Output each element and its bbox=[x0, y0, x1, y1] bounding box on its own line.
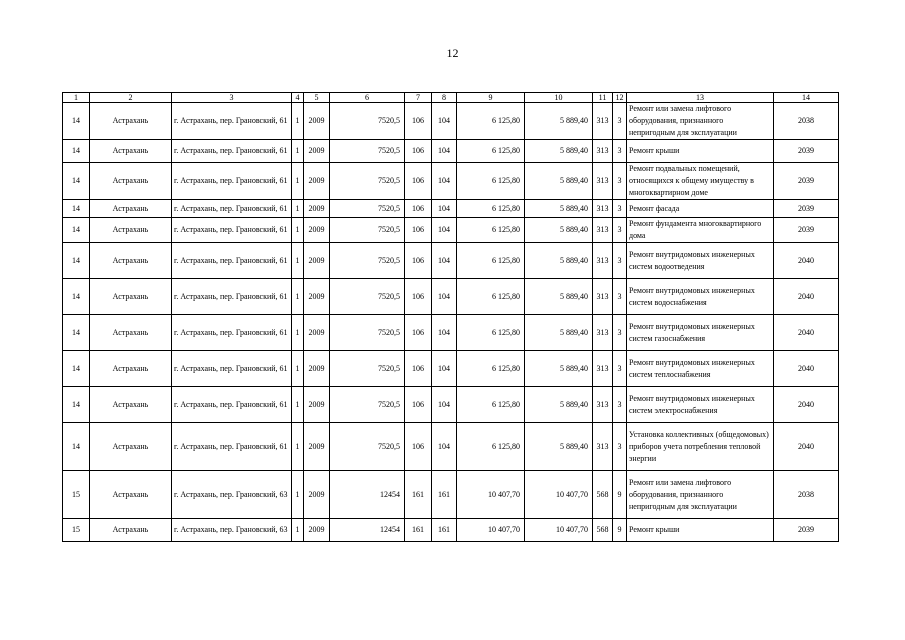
cell-c4: 1 bbox=[292, 218, 304, 243]
cell-c13: Ремонт внутридомовых инженерных систем теплоснабжения bbox=[627, 351, 774, 387]
cell-c9: 6 125,80 bbox=[457, 163, 525, 200]
cell-c11: 313 bbox=[593, 279, 613, 315]
cell-c13: Ремонт подвальных помещений, относящихся к общему имуществу в многоквартирном доме bbox=[627, 163, 774, 200]
cell-c8: 104 bbox=[432, 243, 457, 279]
cell-c10: 5 889,40 bbox=[525, 423, 593, 471]
cell-c3: г. Астрахань, пер. Грановский, 61 bbox=[172, 218, 292, 243]
cell-c8: 161 bbox=[432, 471, 457, 519]
cell-c9: 6 125,80 bbox=[457, 140, 525, 163]
cell-c10: 5 889,40 bbox=[525, 315, 593, 351]
cell-c1: 14 bbox=[63, 351, 90, 387]
cell-c4: 1 bbox=[292, 163, 304, 200]
cell-c3: г. Астрахань, пер. Грановский, 61 bbox=[172, 351, 292, 387]
cell-c8: 104 bbox=[432, 423, 457, 471]
table-row bbox=[63, 218, 839, 243]
cell-c5: 2009 bbox=[304, 218, 330, 243]
cell-c6: 12454 bbox=[330, 519, 405, 542]
cell-c11: 313 bbox=[593, 387, 613, 423]
capital-repair-table bbox=[62, 92, 839, 542]
cell-c1: 14 bbox=[63, 387, 90, 423]
cell-c8: 104 bbox=[432, 387, 457, 423]
cell-c4: 1 bbox=[292, 315, 304, 351]
cell-c14: 2040 bbox=[774, 423, 839, 471]
cell-c10: 5 889,40 bbox=[525, 103, 593, 140]
cell-c8: 104 bbox=[432, 315, 457, 351]
cell-c11: 568 bbox=[593, 471, 613, 519]
cell-c9: 6 125,80 bbox=[457, 351, 525, 387]
cell-c10: 5 889,40 bbox=[525, 140, 593, 163]
header-cell: 8 bbox=[432, 93, 457, 103]
cell-c2: Астрахань bbox=[90, 471, 172, 519]
cell-c7: 106 bbox=[405, 200, 432, 218]
cell-c12: 3 bbox=[613, 243, 627, 279]
cell-c11: 313 bbox=[593, 140, 613, 163]
cell-c13: Ремонт внутридомовых инженерных систем газоснабжения bbox=[627, 315, 774, 351]
cell-c1: 14 bbox=[63, 163, 90, 200]
header-cell: 7 bbox=[405, 93, 432, 103]
cell-c2: Астрахань bbox=[90, 315, 172, 351]
cell-c9: 6 125,80 bbox=[457, 103, 525, 140]
cell-c9: 6 125,80 bbox=[457, 387, 525, 423]
cell-c1: 14 bbox=[63, 279, 90, 315]
cell-c11: 313 bbox=[593, 163, 613, 200]
cell-c10: 10 407,70 bbox=[525, 519, 593, 542]
cell-c11: 313 bbox=[593, 423, 613, 471]
cell-c4: 1 bbox=[292, 387, 304, 423]
cell-c11: 313 bbox=[593, 351, 613, 387]
header-cell: 9 bbox=[457, 93, 525, 103]
cell-c1: 14 bbox=[63, 103, 90, 140]
cell-c1: 14 bbox=[63, 315, 90, 351]
cell-c9: 6 125,80 bbox=[457, 218, 525, 243]
cell-c2: Астрахань bbox=[90, 519, 172, 542]
cell-c13: Ремонт или замена лифтового оборудования, признанного непригодным для эксплуатации bbox=[627, 471, 774, 519]
cell-c1: 15 bbox=[63, 471, 90, 519]
cell-c2: Астрахань bbox=[90, 387, 172, 423]
cell-c13: Ремонт крыши bbox=[627, 519, 774, 542]
header-cell: 3 bbox=[172, 93, 292, 103]
cell-c5: 2009 bbox=[304, 351, 330, 387]
cell-c7: 161 bbox=[405, 471, 432, 519]
cell-c7: 106 bbox=[405, 315, 432, 351]
cell-c13: Ремонт внутридомовых инженерных систем водоотведения bbox=[627, 243, 774, 279]
table-row bbox=[63, 140, 839, 163]
cell-c9: 6 125,80 bbox=[457, 200, 525, 218]
cell-c12: 9 bbox=[613, 471, 627, 519]
table-body bbox=[63, 93, 839, 542]
cell-c5: 2009 bbox=[304, 243, 330, 279]
cell-c6: 7520,5 bbox=[330, 315, 405, 351]
cell-c2: Астрахань bbox=[90, 279, 172, 315]
cell-c3: г. Астрахань, пер. Грановский, 61 bbox=[172, 163, 292, 200]
cell-c3: г. Астрахань, пер. Грановский, 61 bbox=[172, 387, 292, 423]
cell-c14: 2038 bbox=[774, 103, 839, 140]
cell-c13: Ремонт внутридомовых инженерных систем электроснабжения bbox=[627, 387, 774, 423]
cell-c7: 106 bbox=[405, 387, 432, 423]
cell-c10: 5 889,40 bbox=[525, 279, 593, 315]
page-number: 12 bbox=[446, 46, 459, 60]
header-row bbox=[63, 93, 839, 103]
table-row bbox=[63, 200, 839, 218]
cell-c5: 2009 bbox=[304, 103, 330, 140]
cell-c8: 104 bbox=[432, 103, 457, 140]
cell-c3: г. Астрахань, пер. Грановский, 63 bbox=[172, 471, 292, 519]
cell-c2: Астрахань bbox=[90, 163, 172, 200]
cell-c12: 3 bbox=[613, 315, 627, 351]
cell-c3: г. Астрахань, пер. Грановский, 61 bbox=[172, 200, 292, 218]
cell-c2: Астрахань bbox=[90, 423, 172, 471]
cell-c5: 2009 bbox=[304, 471, 330, 519]
header-cell: 4 bbox=[292, 93, 304, 103]
cell-c12: 3 bbox=[613, 351, 627, 387]
cell-c11: 568 bbox=[593, 519, 613, 542]
cell-c14: 2040 bbox=[774, 351, 839, 387]
cell-c7: 106 bbox=[405, 279, 432, 315]
cell-c10: 5 889,40 bbox=[525, 243, 593, 279]
cell-c6: 12454 bbox=[330, 471, 405, 519]
cell-c8: 161 bbox=[432, 519, 457, 542]
cell-c3: г. Астрахань, пер. Грановский, 61 bbox=[172, 243, 292, 279]
cell-c6: 7520,5 bbox=[330, 423, 405, 471]
cell-c4: 1 bbox=[292, 103, 304, 140]
cell-c13: Ремонт или замена лифтового оборудования, признанного непригодным для эксплуатации bbox=[627, 103, 774, 140]
cell-c9: 10 407,70 bbox=[457, 471, 525, 519]
table-row bbox=[63, 423, 839, 471]
cell-c8: 104 bbox=[432, 163, 457, 200]
table-row bbox=[63, 243, 839, 279]
cell-c14: 2038 bbox=[774, 471, 839, 519]
cell-c8: 104 bbox=[432, 218, 457, 243]
cell-c5: 2009 bbox=[304, 279, 330, 315]
header-cell: 13 bbox=[627, 93, 774, 103]
cell-c2: Астрахань bbox=[90, 103, 172, 140]
table-row bbox=[63, 315, 839, 351]
cell-c10: 5 889,40 bbox=[525, 218, 593, 243]
cell-c5: 2009 bbox=[304, 387, 330, 423]
cell-c10: 5 889,40 bbox=[525, 387, 593, 423]
cell-c4: 1 bbox=[292, 279, 304, 315]
cell-c5: 2009 bbox=[304, 140, 330, 163]
cell-c12: 3 bbox=[613, 387, 627, 423]
cell-c12: 3 bbox=[613, 423, 627, 471]
cell-c8: 104 bbox=[432, 140, 457, 163]
cell-c7: 106 bbox=[405, 351, 432, 387]
cell-c8: 104 bbox=[432, 351, 457, 387]
cell-c11: 313 bbox=[593, 315, 613, 351]
cell-c7: 106 bbox=[405, 243, 432, 279]
cell-c3: г. Астрахань, пер. Грановский, 61 bbox=[172, 279, 292, 315]
header-cell: 2 bbox=[90, 93, 172, 103]
cell-c13: Ремонт внутридомовых инженерных систем водоснабжения bbox=[627, 279, 774, 315]
cell-c6: 7520,5 bbox=[330, 243, 405, 279]
table-row bbox=[63, 279, 839, 315]
cell-c14: 2039 bbox=[774, 200, 839, 218]
cell-c1: 14 bbox=[63, 423, 90, 471]
cell-c9: 6 125,80 bbox=[457, 315, 525, 351]
cell-c6: 7520,5 bbox=[330, 218, 405, 243]
header-cell: 12 bbox=[613, 93, 627, 103]
cell-c2: Астрахань bbox=[90, 200, 172, 218]
cell-c9: 6 125,80 bbox=[457, 279, 525, 315]
cell-c7: 106 bbox=[405, 140, 432, 163]
cell-c12: 3 bbox=[613, 140, 627, 163]
cell-c3: г. Астрахань, пер. Грановский, 61 bbox=[172, 315, 292, 351]
cell-c14: 2039 bbox=[774, 519, 839, 542]
cell-c5: 2009 bbox=[304, 519, 330, 542]
cell-c11: 313 bbox=[593, 200, 613, 218]
cell-c9: 6 125,80 bbox=[457, 243, 525, 279]
cell-c5: 2009 bbox=[304, 163, 330, 200]
cell-c6: 7520,5 bbox=[330, 387, 405, 423]
header-cell: 14 bbox=[774, 93, 839, 103]
cell-c8: 104 bbox=[432, 200, 457, 218]
cell-c13: Ремонт фундамента многоквартирного дома bbox=[627, 218, 774, 243]
cell-c1: 14 bbox=[63, 218, 90, 243]
cell-c10: 10 407,70 bbox=[525, 471, 593, 519]
table-row bbox=[63, 387, 839, 423]
cell-c5: 2009 bbox=[304, 200, 330, 218]
cell-c2: Астрахань bbox=[90, 243, 172, 279]
cell-c6: 7520,5 bbox=[330, 140, 405, 163]
cell-c3: г. Астрахань, пер. Грановский, 61 bbox=[172, 103, 292, 140]
table-row bbox=[63, 519, 839, 542]
cell-c4: 1 bbox=[292, 519, 304, 542]
cell-c6: 7520,5 bbox=[330, 279, 405, 315]
cell-c1: 14 bbox=[63, 200, 90, 218]
cell-c2: Астрахань bbox=[90, 351, 172, 387]
cell-c14: 2040 bbox=[774, 387, 839, 423]
cell-c7: 106 bbox=[405, 163, 432, 200]
cell-c10: 5 889,40 bbox=[525, 351, 593, 387]
cell-c7: 106 bbox=[405, 423, 432, 471]
cell-c12: 3 bbox=[613, 279, 627, 315]
table-row bbox=[63, 103, 839, 140]
header-cell: 1 bbox=[63, 93, 90, 103]
cell-c3: г. Астрахань, пер. Грановский, 63 bbox=[172, 519, 292, 542]
table-row bbox=[63, 471, 839, 519]
cell-c8: 104 bbox=[432, 279, 457, 315]
cell-c12: 3 bbox=[613, 218, 627, 243]
cell-c14: 2039 bbox=[774, 218, 839, 243]
cell-c2: Астрахань bbox=[90, 218, 172, 243]
cell-c11: 313 bbox=[593, 218, 613, 243]
cell-c6: 7520,5 bbox=[330, 200, 405, 218]
cell-c14: 2040 bbox=[774, 279, 839, 315]
table-row bbox=[63, 351, 839, 387]
cell-c5: 2009 bbox=[304, 423, 330, 471]
cell-c2: Астрахань bbox=[90, 140, 172, 163]
cell-c6: 7520,5 bbox=[330, 351, 405, 387]
cell-c12: 3 bbox=[613, 200, 627, 218]
cell-c10: 5 889,40 bbox=[525, 200, 593, 218]
cell-c9: 6 125,80 bbox=[457, 423, 525, 471]
cell-c12: 9 bbox=[613, 519, 627, 542]
cell-c10: 5 889,40 bbox=[525, 163, 593, 200]
cell-c4: 1 bbox=[292, 471, 304, 519]
cell-c4: 1 bbox=[292, 140, 304, 163]
cell-c14: 2039 bbox=[774, 163, 839, 200]
cell-c9: 10 407,70 bbox=[457, 519, 525, 542]
cell-c1: 14 bbox=[63, 243, 90, 279]
cell-c12: 3 bbox=[613, 103, 627, 140]
header-cell: 10 bbox=[525, 93, 593, 103]
cell-c5: 2009 bbox=[304, 315, 330, 351]
cell-c6: 7520,5 bbox=[330, 103, 405, 140]
cell-c14: 2040 bbox=[774, 243, 839, 279]
cell-c12: 3 bbox=[613, 163, 627, 200]
cell-c13: Установка коллективных (общедомовых) приборов учета потребления тепловой энергии bbox=[627, 423, 774, 471]
cell-c3: г. Астрахань, пер. Грановский, 61 bbox=[172, 423, 292, 471]
cell-c14: 2039 bbox=[774, 140, 839, 163]
cell-c3: г. Астрахань, пер. Грановский, 61 bbox=[172, 140, 292, 163]
cell-c7: 106 bbox=[405, 218, 432, 243]
header-cell: 11 bbox=[593, 93, 613, 103]
cell-c6: 7520,5 bbox=[330, 163, 405, 200]
cell-c4: 1 bbox=[292, 243, 304, 279]
cell-c1: 15 bbox=[63, 519, 90, 542]
cell-c14: 2040 bbox=[774, 315, 839, 351]
header-cell: 5 bbox=[304, 93, 330, 103]
cell-c11: 313 bbox=[593, 243, 613, 279]
cell-c13: Ремонт крыши bbox=[627, 140, 774, 163]
cell-c11: 313 bbox=[593, 103, 613, 140]
cell-c4: 1 bbox=[292, 423, 304, 471]
cell-c13: Ремонт фасада bbox=[627, 200, 774, 218]
cell-c7: 161 bbox=[405, 519, 432, 542]
header-cell: 6 bbox=[330, 93, 405, 103]
table-row bbox=[63, 163, 839, 200]
cell-c4: 1 bbox=[292, 351, 304, 387]
cell-c4: 1 bbox=[292, 200, 304, 218]
cell-c1: 14 bbox=[63, 140, 90, 163]
cell-c7: 106 bbox=[405, 103, 432, 140]
